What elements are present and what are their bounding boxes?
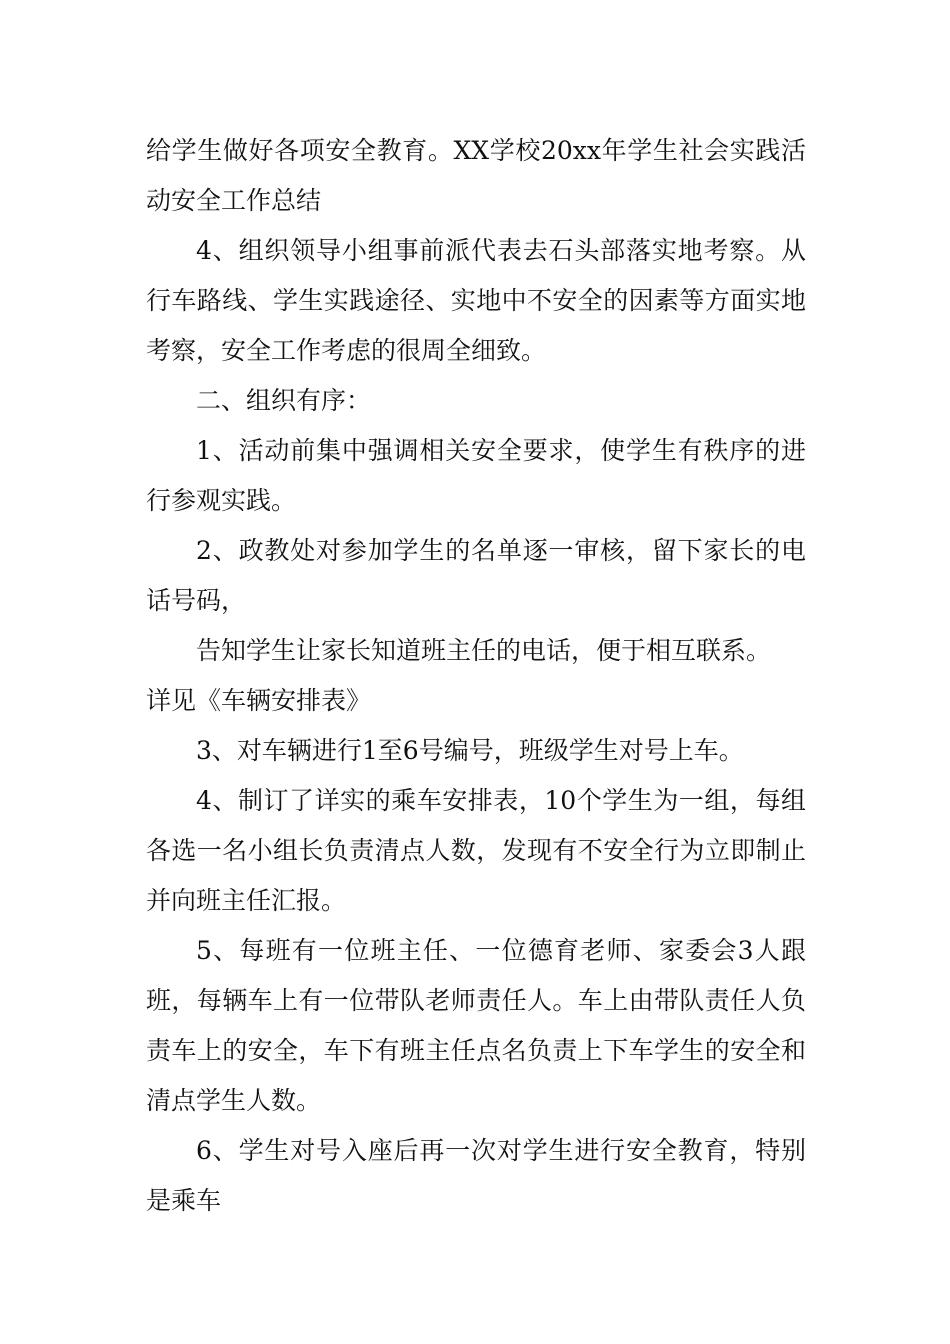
paragraph-intro: 给学生做好各项安全教育。XX学校20xx年学生社会实践活动安全工作总结 [146,136,806,215]
paragraph-item-5: 5、每班有一位班主任、一位德育老师、家委会3人跟班，每辆车上有一位带队老师责任人。车上由带队责任人负责车上的安全，车下有班主任点名负责上下车学生的安全和清点学生人数。 [146,936,806,1115]
paragraph-item-2: 2、政教处对参加学生的名单逐一审核，留下家长的电话号码， [146,536,806,615]
paragraph-item-4-inspection: 4、组织领导小组事前派代表去石头部落实地考察。从行车路线、学生实践途径、实地中不安全的因素等方面实地考察，安全工作考虑的很周全细致。 [146,236,806,365]
paragraph-item-3: 3、对车辆进行1至6号编号，班级学生对号上车。 [196,736,744,765]
paragraph-item-4: 4、制订了详实的乘车安排表，10个学生为一组，每组各选一名小组长负责清点人数，发现有不安全行为立即制止并向班主任汇报。 [146,786,806,915]
paragraph-vehicle-table-ref: 详见《车辆安排表》 [146,686,372,715]
paragraph-item-6: 6、学生对号入座后再一次对学生进行安全教育，特别是乘车 [146,1136,806,1215]
paragraph-item-1: 1、活动前集中强调相关安全要求，使学生有秩序的进行参观实践。 [146,436,806,515]
document-body [146,126,806,1226]
paragraph-item-2-continued: 告知学生让家长知道班主任的电话，便于相互联系。 [196,636,772,665]
section-heading-organization: 二、组织有序： [196,386,372,415]
